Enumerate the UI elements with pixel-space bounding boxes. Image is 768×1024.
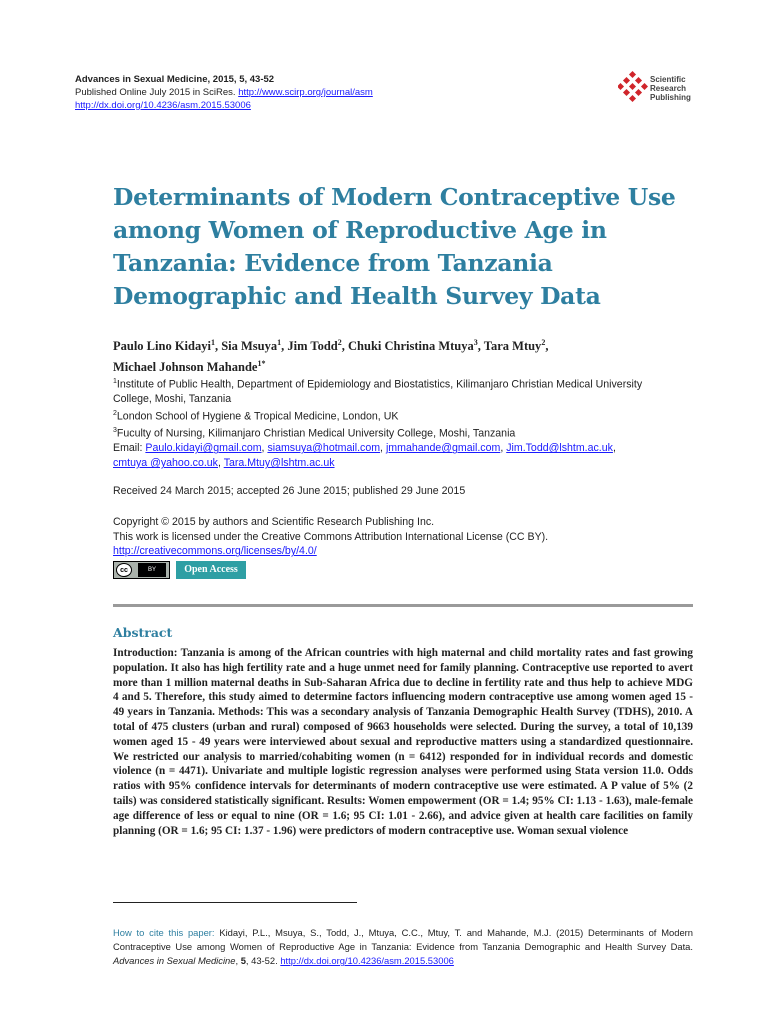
published-line [75,86,373,99]
paper-title: Determinants of Modern Contraceptive Use among Women of Reproductive Age in Tanzania: Evidence from Tanzania Demographic and Health Survey Data [113,183,676,310]
section-divider [113,604,693,607]
journal-url-link[interactable]: http://www.scirp.org/journal/asm [238,87,373,98]
license-link[interactable]: http://creativecommons.org/licenses/by/4.0/ [113,545,317,558]
email-link-3[interactable]: jmmahande@gmail.com [385,442,501,455]
email-link-4[interactable]: Jim.Todd@lshtm.ac.uk [506,442,613,455]
authors-line-2: Michael Johnson Mahande$^{1*}$ [113,359,266,375]
authors-line-1: Paulo Lino Kidayi$^1$, Sia Msuya$^1$, Jim Todd$^2$, Chuki Christina Mtuya$^3$, Tara Mtuy$^2$, [113,338,549,354]
email-link-6[interactable]: Tara.Mtuy@lshtm.ac.uk [223,457,335,470]
affiliation-1: $^1$Institute of Public Health, Department of Epidemiology and Biostatistics, Kilimanjaro Christian Medical University College, Moshi, Tanzania [113,378,643,406]
email-link-1[interactable]: Paulo.kidayi@gmail.com [145,442,262,455]
citation-pages: , 43-52. [245,955,278,966]
abstract-heading: Abstract [113,625,173,640]
citation-text: Kidayi, P.L., Msuya, S., Todd, J., Mtuya, C.C., Mtuy, T. and Mahande, M.J. (2015) Determinants of Modern Contraceptive Use among Women of Reproductive Age in Tanzania: Evidence from Tanzania Demographic and Health Survey Data. [113,927,693,952]
citation-volume: 5 [240,955,246,966]
email-link-2[interactable]: siamsuya@hotmail.com [267,442,381,455]
cc-icon: cc [116,563,132,577]
author-list [113,334,673,376]
journal-name: Advances in Sexual Medicine, 2015, 5, 43-52 [75,74,275,85]
open-access-badge[interactable]: Open Access [176,561,246,579]
affiliation-2: $^2$London School of Hygiene & Tropical Medicine, London, UK [113,409,399,423]
cc-by-badge[interactable] [113,561,170,579]
logo-text: Scientific Research Publishing [650,75,691,102]
citation-block: How to cite this paper: Kidayi, P.L., Msuya, S., Todd, J., Mtuya, C.C., Mtuy, T. and Mahande, M.J. (2015) Determinants of Modern Contraceptive Use among Women of Reproductive Age in Tanzania: Evidence from Tanzania Demographic and Health Survey Data. Advances in Sexual Medicine, 5, 43-52. http://dx.doi.org/10.4236/asm.2015.53006 [113,927,693,966]
license-line: This work is licensed under the Creative Commons Attribution International License (CC BY). [113,530,549,543]
email-line: Email: Paulo.kidayi@gmail.com, siamsuya@hotmail.com, jmmahande@gmail.com, Jim.Todd@lshtm.ac.uk, cmtuya @yahoo.co.uk, Tara.Mtuy@lshtm.ac.uk [113,442,616,470]
affiliations [113,375,683,471]
citation-doi-link[interactable]: http://dx.doi.org/10.4236/asm.2015.53006 [280,955,454,966]
abstract-body: Introduction: Tanzania is among of the African countries with high maternal and child mortality rates and fast growing population. It also has high fertility rate and a huge unmet need for family planning. Contraceptive use reported to avert more than 1 million maternal deaths in Sub-Saharan Africa due to decline in fertility rate and thus help to achieve MDG 4 and 5. Therefore, this study aimed to determine factors influencing modern contraceptive use among women aged 15 - 49 years in Tanzania. Methods: This was a secondary analysis of Tanzania Demographic Health Survey (TDHS), 2010. A total of 475 clusters (urban and rural) composed of 9663 households were selected. During the survey, a total of 10,139 women aged 15 - 49 years were interviewed about sexual and reproductive matters using a standardized questionnaire. We restricted our analysis to married/cohabiting women (n = 6412) responded for in individual records and domestic violence (n = 4471). Univariate and multiple logistic regression analyses were performed using Stata version 11.0. Odds ratios with 95% confidence intervals for determinants of modern contraceptive use were estimated. A P value of 5% (2 tails) was considered statistically significant. Results: Women empowerment (OR = 1.4; 95% CI: 1.13 - 1.63), male-female age difference of less or equal to nine (OR = 1.6; 95 CI: 1.01 - 2.66), and advice given at health care facilities on family planning (OR = 1.6; 95 CI: 1.37 - 1.96) were predictors of modern contraceptive use. Woman sexual violence [113,647,693,837]
journal-header [75,73,373,112]
publisher-logo [618,70,728,110]
copyright-line: Copyright © 2015 by authors and Scientific Research Publishing Inc. [113,516,435,528]
by-icon: BY [138,563,166,577]
citation-journal: Advances in Sexual Medicine [113,955,236,966]
footnote-divider [113,902,357,903]
affiliation-3: $^3$Fuculty of Nursing, Kilimanjaro Christian Medical University College, Moshi, Tanzania [113,427,516,440]
email-link-5[interactable]: cmtuya @yahoo.co.uk [113,457,218,470]
scirp-logo-icon [618,70,648,110]
publication-dates: Received 24 March 2015; accepted 26 June 2015; published 29 June 2015 [113,485,466,497]
doi-link[interactable]: http://dx.doi.org/10.4236/asm.2015.53006 [75,100,251,111]
copyright-block [113,515,693,559]
citation-label: How to cite this paper: [113,927,215,938]
published-text: Published Online July 2015 in SciRes. [75,87,236,98]
